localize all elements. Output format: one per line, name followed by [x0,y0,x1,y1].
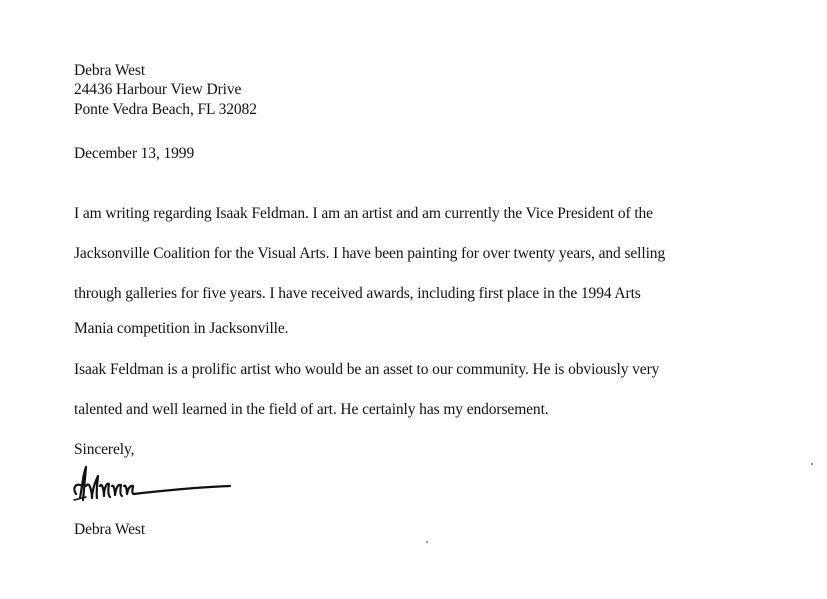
sender-street: 24436 Harbour View Drive [74,81,242,98]
signature-name: Debra West [74,521,146,538]
body-line: talented and well learned in the field of art. He certainly has my endorsement. [74,401,549,418]
sender-name: Debra West [74,62,146,79]
letter-date: December 13, 1999 [74,145,195,162]
paper-speck [811,463,813,465]
body-line: Isaak Feldman is a prolific artist who would be an asset to our community. He is obviously very [74,361,660,378]
closing: Sincerely, [74,441,135,458]
body-line: through galleries for five years. I have received awards, including first place in the 1994 Arts [74,285,641,302]
handwritten-signature [70,464,235,508]
body-line: Mania competition in Jacksonville. [74,320,289,337]
body-line: I am writing regarding Isaak Feldman. I am an artist and am currently the Vice President of the [74,205,653,222]
body-line: Jacksonville Coalition for the Visual Arts. I have been painting for over twenty years, and selling [74,245,666,262]
paper-speck [426,541,428,543]
sender-city-line: Ponte Vedra Beach, FL 32082 [74,101,257,118]
